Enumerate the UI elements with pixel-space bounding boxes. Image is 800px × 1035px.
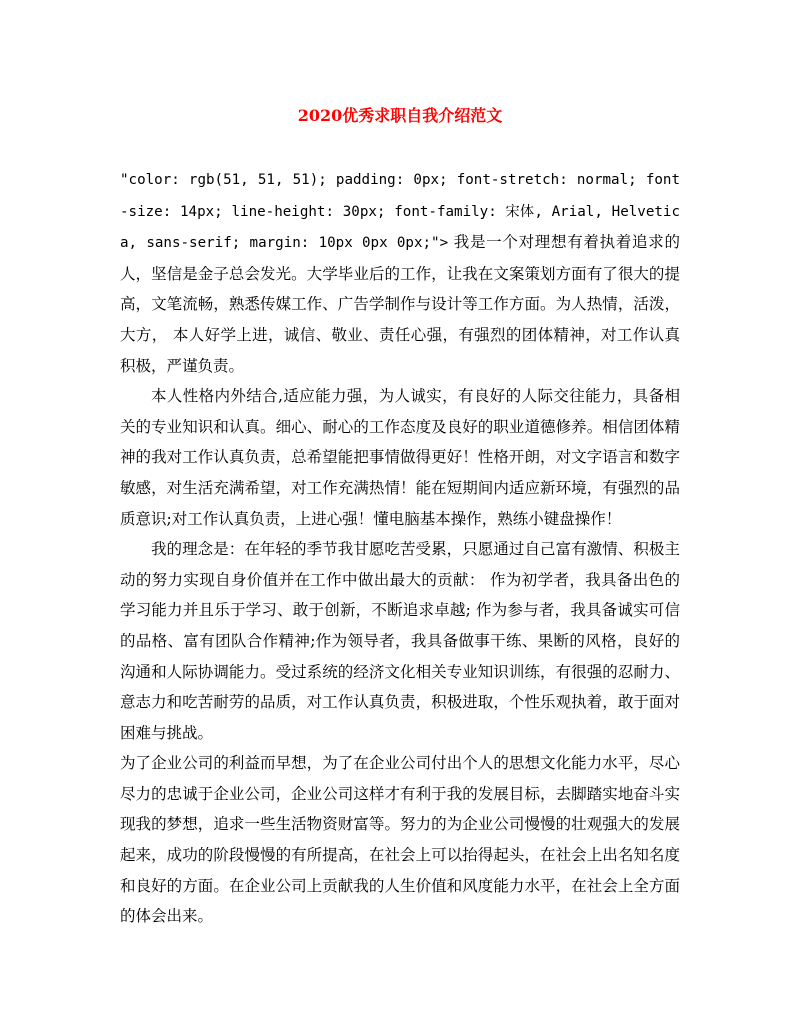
paragraph-2: 本人性格内外结合,适应能力强，为人诚实，有良好的人际交往能力，具备相关的专业知识和认真。细心、耐心的工作态度及良好的职业道德修养。相信团体精神的我对工作认真负责，总希望能把事情做得更好！性格开朗，对文字语言和数字敏感，对生活充满希望，对工作充满热情！能在短期间内适应新环境，有强烈的品质意识;对工作认真负责，上进心强！懂电脑基本操作，熟练小键盘操作！ bbox=[120, 387, 680, 528]
paragraph-4: 为了企业公司的利益而早想，为了在企业公司付出个人的思想文化能力水平，尽心尽力的忠诚于企业公司，企业公司这样才有利于我的发展目标，去脚踏实地奋斗实现我的梦想，追求一些生活物资财富等。努力的为企业公司慢慢的壮观强大的发展起来，成功的阶段慢慢的有所提高，在社会上可以抬得起头，在社会上出名知名度和良好的方面。在企业公司上贡献我的人生价值和风度能力水平，在社会上全方面的体会出来。 bbox=[120, 754, 680, 926]
paragraph-1-code-prefix: "color: rgb(51, 51, 51); padding: 0px; font-stretch: normal; font-size: 14px; line-height: 30px; font-family: 宋体, Arial, Helvetica, sans-serif; margin: 10px 0px 0px;"> bbox=[120, 172, 680, 252]
document-title: 2020优秀求职自我介绍范文 bbox=[297, 106, 503, 125]
paragraph-1 bbox=[120, 164, 680, 381]
paragraph-3: 我的理念是：在年轻的季节我甘愿吃苦受累，只愿通过自己富有激情、积极主动的努力实现自身价值并在工作中做出最大的贡献： 作为初学者，我具备出色的学习能力并且乐于学习、敢于创新，不断追求卓越; 作为参与者，我具备诚实可信的品格、富有团队合作精神;作为领导者，我具备做事干练、果断的风格，良好的沟通和人际协调能力。受过系统的经济文化相关专业知识训练，有很强的忍耐力、意志力和吃苦耐劳的品质，对工作认真负责，积极进取，个性乐观执着，敢于面对困难与挑战。 bbox=[120, 540, 680, 742]
paragraph-1-text: 我是一个对理想有着执着追求的人，坚信是金子总会发光。大学毕业后的工作，让我在文案策划方面有了很大的提高，文笔流畅，熟悉传媒工作、广告学制作与设计等工作方面。为人热情，活泼，大方， 本人好学上进，诚信、敬业、责任心强，有强烈的团体精神，对工作认真积极，严谨负责。 bbox=[120, 233, 680, 375]
